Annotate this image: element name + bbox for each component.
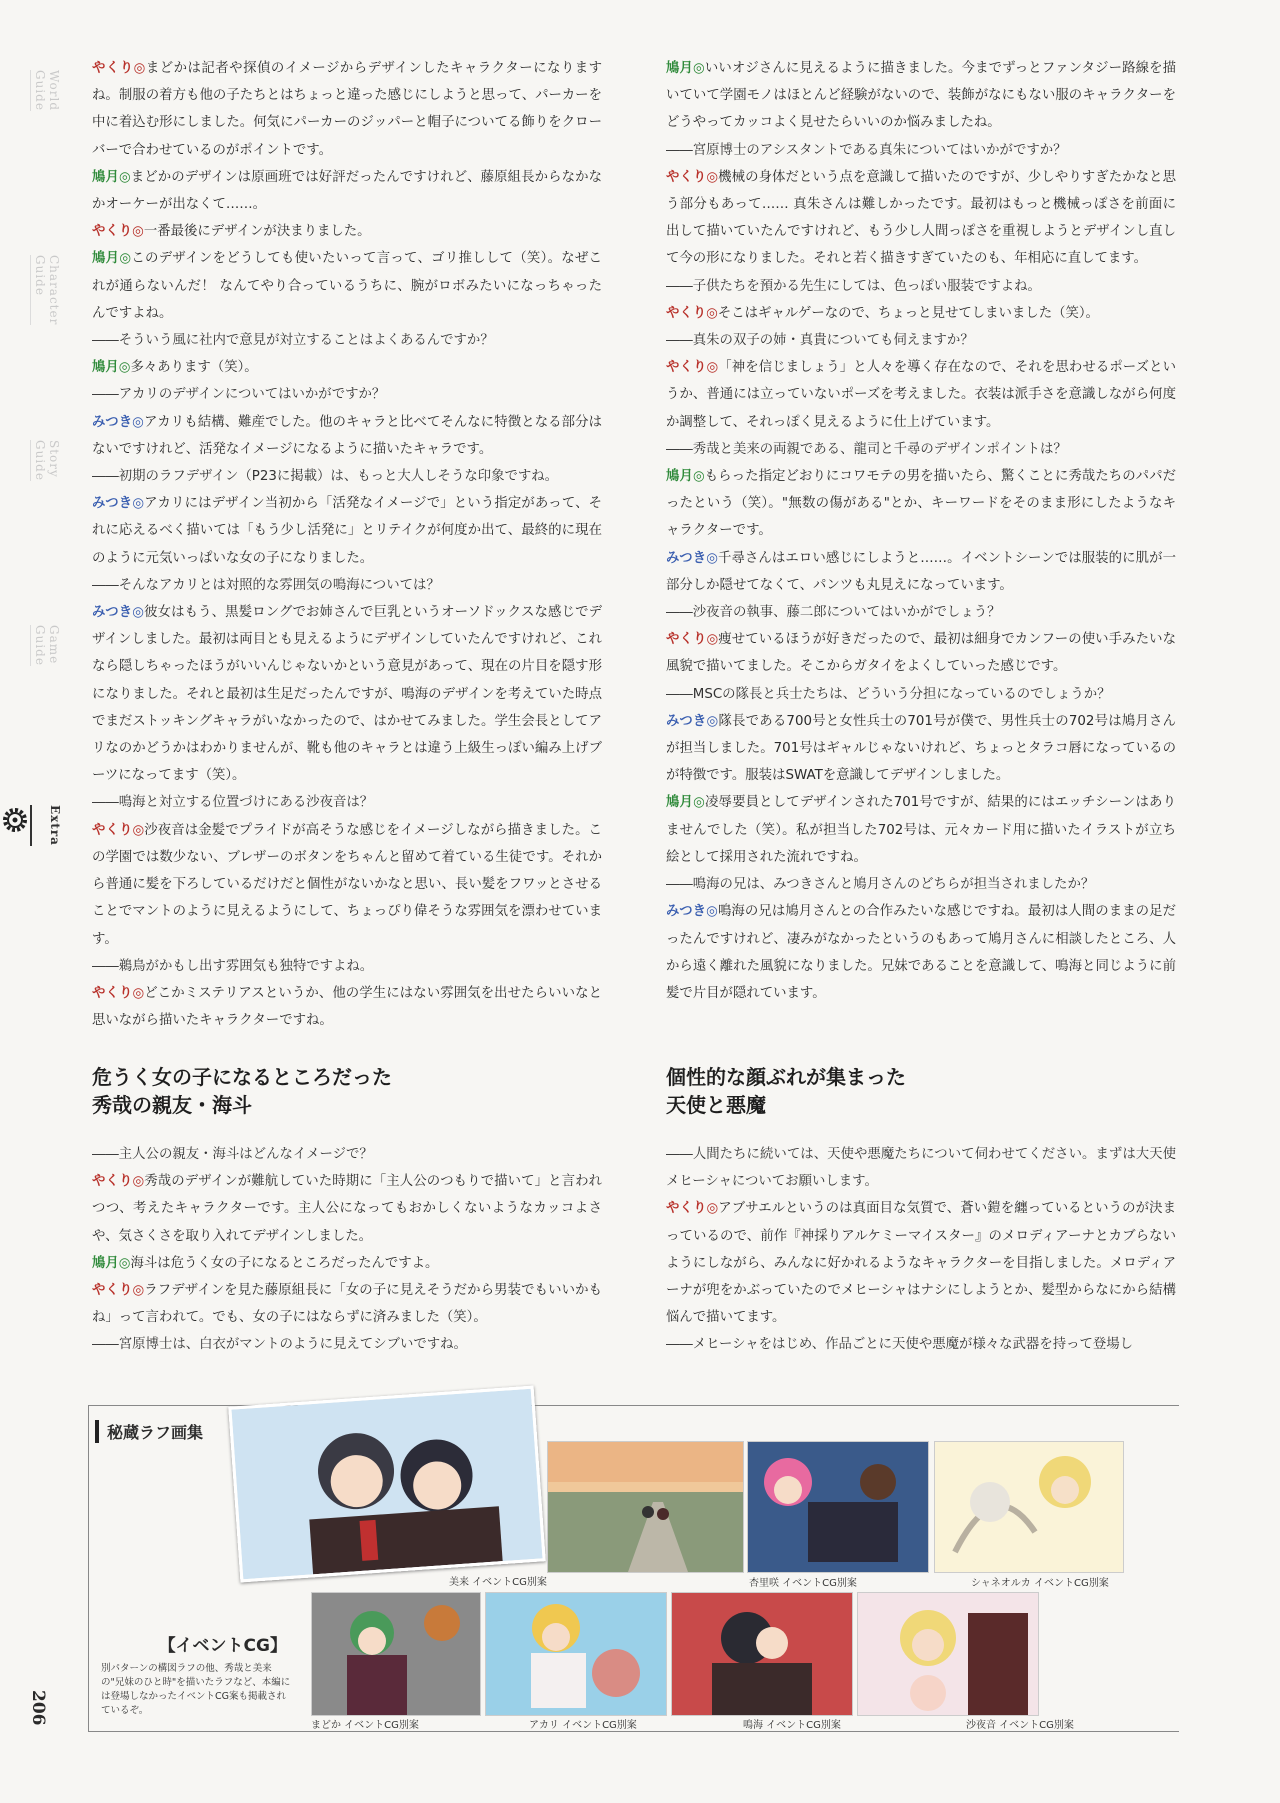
- answer-text: 一番最後にデザインが決まりました。: [143, 224, 371, 240]
- interview-column-left-2: [92, 1141, 602, 1359]
- caption: 杏里咲 イベントCG別案: [749, 1578, 857, 1589]
- interview-paragraph: [92, 817, 602, 953]
- heading-line: 個性的な顔ぶれが集まった: [666, 1065, 906, 1089]
- interview-paragraph: [92, 572, 602, 599]
- interview-paragraph: [666, 1331, 1176, 1358]
- speaker-mark-icon: ◎: [132, 414, 144, 430]
- interview-paragraph: [666, 463, 1176, 545]
- speaker-name: 鳩月: [666, 469, 693, 485]
- tab-character-guide[interactable]: Character Guide: [30, 255, 61, 325]
- question-text: ――沙夜音の執事、藤二郎についてはいかがでしょう？: [666, 605, 1001, 621]
- interview-paragraph: [92, 463, 602, 490]
- speaker-mark-icon: ◎: [132, 1174, 145, 1190]
- answer-text: どこかミステリアスというか、他の学生にはない雰囲気を出せたらいいなと思いながら描いたキャラクターですね。: [92, 985, 603, 1029]
- speaker-mark-icon: ◎: [692, 469, 705, 485]
- gallery-image-chaneoruka[interactable]: [747, 1441, 929, 1573]
- question-text: ――宮原博士は、白衣がマントのように見えてシブいですね。: [92, 1337, 467, 1353]
- speaker-name: やくり: [92, 224, 133, 240]
- speaker-mark-icon: ◎: [706, 305, 718, 321]
- interview-paragraph: [92, 245, 602, 327]
- gallery-image-narumi[interactable]: [671, 1592, 853, 1716]
- answer-text: 千尋さんはエロい感じにしようと……。イベントシーンでは服装的に肌が一部分しか隠せてなくて、パンツも丸見えになっています。: [666, 550, 1176, 593]
- answer-text: 秀哉のデザインが難航していた時期に「主人公のつもりで描いて」と言われつつ、考えたキャラクターです。主人公になってもおかしくないようなカッコよさや、気さくさを取り入れてデザインしました。: [92, 1174, 603, 1244]
- caption: 沙夜音 イベントCG別案: [966, 1720, 1074, 1731]
- interview-paragraph: [666, 1195, 1176, 1331]
- caption: シャネオルカ イベントCG別案: [971, 1578, 1109, 1589]
- interview-paragraph: [666, 626, 1176, 680]
- heading-line: 天使と悪魔: [666, 1093, 766, 1117]
- answer-text: 隊長である700号と女性兵士の701号が僕で、男性兵士の702号は鳩月さんが担当しました。701号はギャルじゃないけれど、ちょっとタラコ唇になっているのが特徴です。服装はSWATを意識してデザインしました。: [666, 713, 1177, 784]
- speaker-name: やくり: [666, 360, 707, 376]
- gallery-image-akari[interactable]: [485, 1592, 667, 1716]
- question-text: ――主人公の親友・海斗はどんなイメージで？: [92, 1147, 373, 1162]
- question-text: ――秀哉と美来の両親である、龍司と千尋のデザインポイントは？: [666, 441, 1067, 457]
- speaker-mark-icon: ◎: [706, 1201, 719, 1217]
- tab-extra[interactable]: Extra: [30, 805, 62, 846]
- speaker-name: 鳩月: [666, 795, 694, 811]
- speaker-mark-icon: ◎: [118, 360, 131, 376]
- rough-gallery: [88, 1405, 1179, 1732]
- speaker-mark-icon: ◎: [133, 61, 146, 76]
- caption: まどか イベントCG別案: [311, 1720, 419, 1731]
- speaker-mark-icon: ◎: [118, 1255, 131, 1271]
- answer-text: 凌辱要員としてデザインされた701号ですが、結果的にはエッチシーンはありませんでした（笑）。私が担当した702号は、元々カード用に描いたイラストが立ち絵として採用された流れですね。: [666, 795, 1177, 865]
- speaker-mark-icon: ◎: [706, 550, 718, 566]
- interview-paragraph: [666, 327, 1176, 354]
- interview-paragraph: [666, 1141, 1176, 1195]
- speaker-name: みつき: [666, 550, 707, 566]
- speaker-name: やくり: [92, 61, 134, 76]
- interview-paragraph: [92, 599, 602, 789]
- interview-paragraph: [666, 164, 1176, 273]
- interview-paragraph: [666, 708, 1176, 790]
- answer-text: 多々あります（笑）。: [130, 360, 258, 376]
- interview-paragraph: [666, 354, 1176, 436]
- interview-column-right-2: [666, 1141, 1176, 1359]
- question-text: ――MSCの隊長と兵士たちは、どういう分担になっているのでしょうか？: [666, 686, 1111, 702]
- question-text: ――宮原博士のアシスタントである真朱についてはいかがですか？: [666, 142, 1067, 158]
- question-text: ――鳴海の兄は、みつきさんと鳩月さんのどちらが担当されましたか？: [666, 877, 1095, 893]
- interview-paragraph: [666, 436, 1176, 463]
- speaker-name: やくり: [666, 169, 707, 185]
- caption: アカリ イベントCG別案: [529, 1720, 637, 1731]
- speaker-name: やくり: [92, 985, 133, 1001]
- speaker-name: みつき: [92, 496, 133, 512]
- interview-paragraph: [92, 1331, 602, 1358]
- speaker-name: みつき: [92, 605, 133, 621]
- speaker-mark-icon: ◎: [706, 360, 719, 376]
- interview-paragraph: [92, 980, 602, 1034]
- gallery-image-sheet[interactable]: [934, 1441, 1124, 1573]
- speaker-name: 鳩月: [666, 61, 694, 76]
- page-number: 206: [28, 1690, 48, 1726]
- question-text: ――鳴海と対立する位置づけにある沙夜音は？: [92, 795, 374, 811]
- interview-paragraph: [92, 490, 602, 572]
- interview-paragraph: [666, 545, 1176, 599]
- answer-text: このデザインをどうしても使いたいって言って、ゴリ推しして（笑）。なぜこれが通らないんだ！ なんてやり合っているうちに、腕がロボみたいになっちゃったんですよね。: [92, 251, 603, 321]
- interview-paragraph: [92, 218, 602, 245]
- interview-column-left: [92, 55, 602, 1034]
- speaker-mark-icon: ◎: [706, 713, 719, 729]
- speaker-mark-icon: ◎: [132, 605, 145, 621]
- interview-paragraph: [92, 1168, 602, 1250]
- interview-paragraph: [666, 273, 1176, 300]
- interview-paragraph: [92, 1250, 602, 1277]
- gallery-image-miku[interactable]: [228, 1386, 546, 1583]
- answer-text: 「神を信じましょう」と人々を導く存在なので、それを思わせるポーズというか、普通には立っていないポーズを考えました。衣装は派手さを意識しながら何度か調整して、それっぽく見えるように仕上げています。: [666, 360, 1177, 430]
- answer-text: まどかのデザインは原画班では好評だったんですけれど、藤原組長からなかなかオーケーが出なくて……。: [92, 169, 603, 213]
- speaker-mark-icon: ◎: [132, 985, 145, 1001]
- speaker-name: みつき: [666, 713, 707, 729]
- answer-text: いいオジさんに見えるように描きました。今までずっとファンタジー路線を描いていて学園モノはほとんど経験がないので、装飾がなにもない服のキャラクターをどうやってカッコよく見せたらいいのか悩みましたね。: [666, 61, 1177, 131]
- speaker-name: 鳩月: [92, 360, 119, 376]
- answer-text: 痩せているほうが好きだったので、最初は細身でカンフーの使い手みたいな風貌で描いてました。そこからガタイをよくしていった感じです。: [666, 632, 1177, 675]
- question-text: ――そんなアカリとは対照的な雰囲気の鳴海については？: [92, 577, 440, 593]
- gallery-title: 秘蔵ラフ画集: [95, 1420, 203, 1443]
- speaker-mark-icon: ◎: [706, 169, 719, 185]
- event-cg-box: [101, 1631, 291, 1718]
- question-text: ――真朱の双子の姉・真貴についても伺えますか？: [666, 333, 974, 349]
- event-cg-title: 【イベントCG】: [158, 1636, 287, 1656]
- interview-paragraph: [92, 1277, 602, 1331]
- interview-paragraph: [92, 55, 602, 164]
- speaker-name: 鳩月: [92, 1255, 119, 1271]
- answer-text: アカリも結構、難産でした。他のキャラと比べてそんなに特徴となる部分はないですけれど、活発なイメージになるように描いたキャラです。: [92, 414, 602, 457]
- caption: 鳴海 イベントCG別案: [743, 1720, 841, 1731]
- tab-story-guide[interactable]: Story Guide: [30, 440, 61, 481]
- gallery-image-sayane[interactable]: [857, 1592, 1039, 1716]
- question-text: ――メヒーシャをはじめ、作品ごとに天使や悪魔が様々な武器を持って登場し: [666, 1337, 1134, 1353]
- interview-paragraph: [666, 871, 1176, 898]
- interview-paragraph: [666, 789, 1176, 871]
- question-text: ――子供たちを預かる先生にしては、色っぽい服装ですよね。: [666, 278, 1041, 294]
- interview-paragraph: [666, 681, 1176, 708]
- speaker-mark-icon: ◎: [706, 632, 719, 648]
- question-text: ――鵜鳥がかもし出す雰囲気も独特ですよね。: [92, 958, 374, 974]
- interview-paragraph: [666, 300, 1176, 327]
- event-cg-description: 別パターンの構図ラフの他、秀哉と美来の"兄妹のひと時"を描いたラフなど、本編には登場しなかったイベントCG案も掲載されているぞ。: [101, 1663, 291, 1716]
- speaker-name: 鳩月: [92, 251, 120, 267]
- speaker-mark-icon: ◎: [119, 169, 131, 185]
- answer-text: アカリにはデザイン当初から「活発なイメージで」という指定があって、それに応えるべく描いては「もう少し活発に」とリテイクが何度か出て、最終的に現在のように元気いっぱいな女の子になりました。: [92, 496, 603, 566]
- speaker-name: やくり: [666, 305, 707, 321]
- tab-game-guide[interactable]: Game Guide: [30, 625, 61, 666]
- speaker-name: 鳩月: [92, 169, 119, 185]
- answer-text: もらった指定どおりにコワモテの男を描いたら、驚くことに秀哉たちのパパだったという（笑）。"無数の傷がある"とか、キーワードをそのまま形にしたようなキャラクターです。: [666, 469, 1176, 539]
- answer-text: ラフデザインを見た藤原組長に「女の子に見えそうだから男装でもいいかもね」って言われて。でも、女の子にはならずに済みました（笑）。: [92, 1283, 603, 1326]
- speaker-mark-icon: ◎: [132, 822, 145, 838]
- answer-text: 鳴海の兄は鳩月さんとの合作みたいな感じですね。最初は人間のままの足だったんですけれど、凄みがなかったというのもあって鳩月さんに相談したところ、人から遠く離れた風貌になりました。兄妹であることを意識して、鳴海と同じように前髪で片目が隠れています。: [666, 904, 1177, 1001]
- interview-paragraph: [92, 789, 602, 816]
- speaker-name: やくり: [92, 1174, 133, 1190]
- interview-paragraph: [92, 953, 602, 980]
- speaker-name: みつき: [666, 904, 707, 920]
- interview-paragraph: [666, 55, 1176, 137]
- interview-paragraph: [92, 354, 602, 381]
- speaker-mark-icon: ◎: [693, 795, 705, 811]
- section-heading-angels: [666, 1063, 906, 1119]
- interview-column-right: [666, 55, 1176, 1007]
- heading-line: 危うく女の子になるところだった: [92, 1065, 392, 1089]
- gear-icon: [0, 805, 30, 835]
- heading-line: 秀哉の親友・海斗: [92, 1093, 252, 1117]
- speaker-name: やくり: [92, 1283, 133, 1299]
- answer-text: まどかは記者や探偵のイメージからデザインしたキャラクターになりますね。制服の着方も他の子たちとはちょっと違った感じにしようと思って、パーカーを中に着込む形にしました。何気にパーカーのジッパーと帽子についてる飾りをクローバーで合わせているのがポイントです。: [92, 61, 603, 158]
- speaker-name: みつき: [92, 414, 133, 430]
- gallery-image-anrisaki[interactable]: [547, 1441, 744, 1573]
- answer-text: 海斗は危うく女の子になるところだったんですよ。: [130, 1255, 439, 1271]
- answer-text: 沙夜音は金髪でプライドが高そうな感じをイメージしながら描きました。この学園では数少ない、ブレザーのボタンをちゃんと留めて着ている生徒です。それから普通に髪を下ろしているだけだと個性がないかなと思い、長い髪をフワッとさせることでマントのように見えるようにして、ちょっぴり偉そうな雰囲気を漂わせています。: [92, 822, 603, 947]
- question-text: ――初期のラフデザイン（P23に掲載）は、もっと大人しそうな印象ですね。: [92, 469, 559, 485]
- interview-paragraph: [666, 599, 1176, 626]
- interview-paragraph: [666, 898, 1176, 1007]
- interview-paragraph: [92, 164, 602, 218]
- section-heading-kaito: [92, 1063, 392, 1119]
- tab-world-guide[interactable]: World Guide: [30, 70, 61, 111]
- answer-text: そこはギャルゲーなので、ちょっと見せてしまいました（笑）。: [717, 305, 1099, 321]
- interview-paragraph: [666, 137, 1176, 164]
- answer-text: 機械の身体だという点を意識して描いたのですが、少しやりすぎたかなと思う部分もあって…… 真朱さんは難しかったです。最初はもっと機械っぽさを前面に出して描いていたんですけれど、もう少し人間っぽさを重視しようとデザインし直して今の形になりました。それと若く描きすぎていたのも、年相応に直してます。: [666, 169, 1177, 267]
- interview-paragraph: [92, 409, 602, 463]
- speaker-mark-icon: ◎: [119, 251, 132, 267]
- speaker-mark-icon: ◎: [132, 224, 144, 240]
- speaker-name: やくり: [92, 822, 133, 838]
- answer-text: 彼女はもう、黒髪ロングでお姉さんで巨乳というオーソドックスな感じでデザインしました。最初は両目とも見えるようにデザインしていたんですけれど、これなら隠しちゃったほうがいいんじゃないかという意見があって、現在の片目を隠す形になりました。それと最初は生足だったんですが、鳴海のデザインを考えていた時点でまだストッキングキャラがいなかったので、はかせてみました。学生会長としてアリなのかどうかはわかりませんが、靴も他のキャラとは違う上級生っぽい編み上げブーツになってます（笑）。: [92, 605, 602, 784]
- question-text: ――そういう風に社内で意見が対立することはよくあるんですか？: [92, 333, 494, 349]
- question-text: ――アカリのデザインについてはいかがですか？: [92, 387, 386, 403]
- answer-text: アブサエルというのは真面目な気質で、蒼い鎧を纏っているというのが決まっているので、前作『神採りアルケミーマイスター』のメロディアーナとカブらないようにしながら、みんなに好かれるようなキャラクターを目指しました。メロディアーナが兜をかぶっていたのでメヒーシャはナシにしようとか、髪型からなにから結構悩んで描いてます。: [666, 1201, 1177, 1326]
- interview-paragraph: [92, 381, 602, 408]
- interview-paragraph: [92, 1141, 602, 1168]
- speaker-name: やくり: [666, 632, 707, 648]
- question-text: ――人間たちに続いては、天使や悪魔たちについて伺わせてください。まずは大天使メヒーシャについてお願いします。: [666, 1147, 1176, 1190]
- gallery-image-madoka[interactable]: [311, 1592, 481, 1716]
- speaker-mark-icon: ◎: [132, 496, 145, 512]
- speaker-name: やくり: [666, 1201, 707, 1217]
- caption: 美来 イベントCG別案: [449, 1577, 547, 1588]
- interview-paragraph: [92, 327, 602, 354]
- speaker-mark-icon: ◎: [132, 1283, 145, 1299]
- speaker-mark-icon: ◎: [693, 61, 705, 76]
- speaker-mark-icon: ◎: [706, 904, 718, 920]
